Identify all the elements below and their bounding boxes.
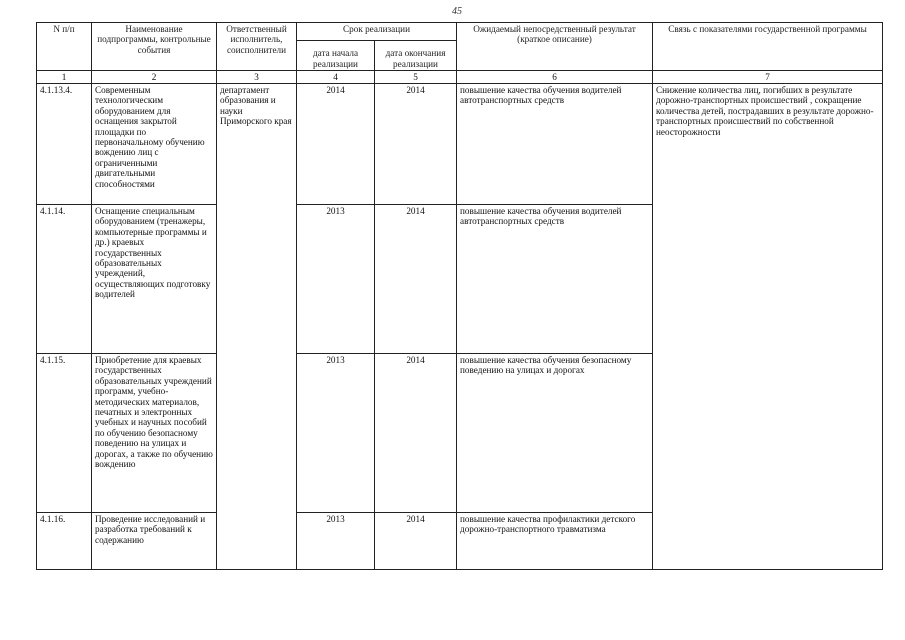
header-period: Срок реализации [297, 23, 457, 41]
column-number: 5 [375, 71, 457, 84]
row-number: 4.1.15. [37, 354, 92, 513]
header-num: N п/п [37, 23, 92, 71]
link-cell: Снижение количества лиц, погибших в результате дорожно-транспортных происшествий , сокращение количества детей, пострадавших в результате дорожно-транспортных происшествий по собственной неосторожности [653, 84, 883, 570]
row-start-date: 2013 [297, 354, 375, 513]
row-end-date: 2014 [375, 513, 457, 570]
row-number: 4.1.16. [37, 513, 92, 570]
header-link: Связь с показателями государственной программы [653, 23, 883, 71]
program-table [36, 22, 883, 570]
column-number: 3 [217, 71, 297, 84]
row-number: 4.1.14. [37, 205, 92, 354]
row-name: Оснащение специальным оборудованием (тренажеры, компьютерные программы и др.) краевых государственных образовательных учреждений, осуществляющих подготовку водителей [92, 205, 217, 354]
row-result: повышение качества обучения водителей автотранспортных средств [457, 84, 653, 205]
column-number: 6 [457, 71, 653, 84]
row-result: повышение качества обучения безопасному поведению на улицах и дорогах [457, 354, 653, 513]
row-start-date: 2014 [297, 84, 375, 205]
row-result: повышение качества обучения водителей автотранспортных средств [457, 205, 653, 354]
header-end-date: дата окончания реализации [375, 41, 457, 71]
column-number: 2 [92, 71, 217, 84]
row-name: Современным технологическим оборудованием для оснащения закрытой площадки по первоначальному обучению вождению лиц с ограниченными двигательными способностями [92, 84, 217, 205]
row-end-date: 2014 [375, 205, 457, 354]
header-start-date: дата начала реализации [297, 41, 375, 71]
header-name: Наименование подпрограммы, контрольные события [92, 23, 217, 71]
column-number: 7 [653, 71, 883, 84]
row-start-date: 2013 [297, 205, 375, 354]
column-number: 4 [297, 71, 375, 84]
executor-cell: департамент образования и науки Приморского края [217, 84, 297, 570]
row-start-date: 2013 [297, 513, 375, 570]
page-number: 45 [452, 6, 462, 17]
row-name: Проведение исследований и разработка требований к содержанию [92, 513, 217, 570]
row-result: повышение качества профилактики детского дорожно-транспортного травматизма [457, 513, 653, 570]
row-end-date: 2014 [375, 84, 457, 205]
row-number: 4.1.13.4. [37, 84, 92, 205]
column-number-row [37, 71, 883, 84]
header-executor: Ответственный исполнитель, соисполнители [217, 23, 297, 71]
row-end-date: 2014 [375, 354, 457, 513]
header-result: Ожидаемый непосредственный результат (краткое описание) [457, 23, 653, 71]
table-row [37, 84, 883, 205]
row-name: Приобретение для краевых государственных образовательных учреждений программ, учебно-методических материалов, печатных и электронных учебных и научных пособий по обучению безопасному поведению на улицах и дорогах, а также по обучению вождению [92, 354, 217, 513]
column-number: 1 [37, 71, 92, 84]
header-row [37, 23, 883, 41]
